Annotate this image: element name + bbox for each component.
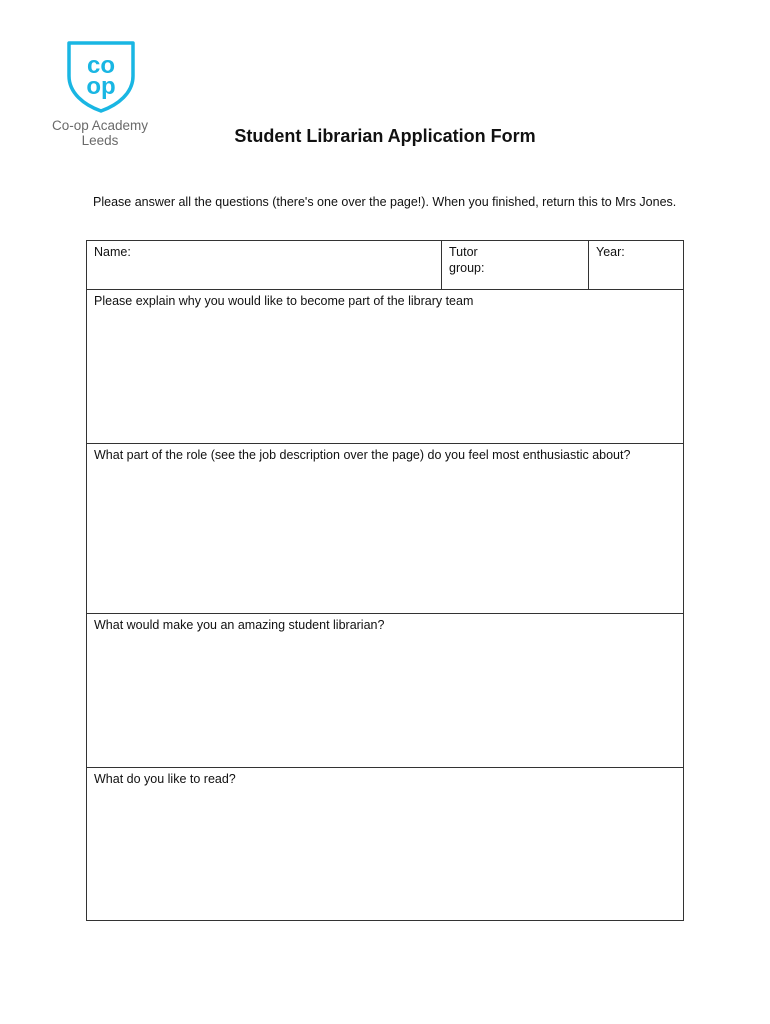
name-label: Name: (94, 245, 131, 259)
coop-shield-icon (66, 40, 136, 114)
logo-mark-bottom: op (86, 73, 116, 100)
question-row-2[interactable] (87, 443, 683, 613)
tutor-group-field[interactable] (441, 241, 588, 289)
question-1-label: Please explain why you would like to become part of the library team (94, 294, 474, 308)
question-row-1[interactable] (87, 289, 683, 443)
details-row (87, 241, 683, 289)
logo-line-1: Co-op Academy (51, 118, 149, 133)
question-2-label: What part of the role (see the job description over the page) do you feel most enthusiastic about? (94, 448, 631, 462)
application-form-table (86, 240, 684, 921)
question-3-label: What would make you an amazing student librarian? (94, 618, 385, 632)
form-instructions: Please answer all the questions (there's one over the page!). When you finished, return this to Mrs Jones. (93, 195, 677, 209)
tutor-group-label: Tutor group: (449, 245, 485, 275)
question-row-3[interactable] (87, 613, 683, 767)
form-title: Student Librarian Application Form (234, 126, 536, 146)
logo-line-2: Leeds (81, 133, 119, 148)
year-field[interactable] (588, 241, 683, 289)
question-row-4[interactable] (87, 767, 683, 920)
question-4-label: What do you like to read? (94, 772, 236, 786)
name-field[interactable] (87, 241, 441, 289)
logo-mark-top: co (86, 52, 116, 79)
year-label: Year: (596, 245, 625, 259)
